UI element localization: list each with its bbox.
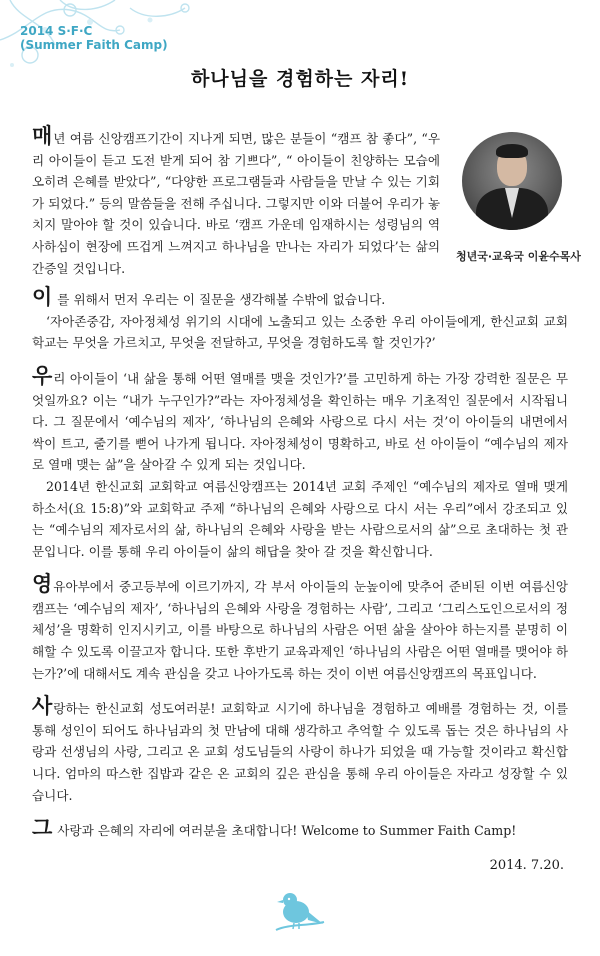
dropcap: 이 [32,284,53,310]
dropcap: 영 [32,571,53,597]
series-label-year: 2014 S·F·C [20,24,93,38]
paragraph-text: 년 여름 신앙캠프기간이 지나게 되면, 많은 분들이 “캠프 참 좋다”, “우리 아이들이 듣고 도전 받게 되어 참 기쁘다”, “ 아이들이 친양하는 모습에 오히려 은혜를 받았다”, “다양한 프로그램들과 사람들을 만날 수 있는 기회가 되었다.” 등의 말씀들을 전해 주십니다. 그렇지만 이와 더불어 우리가 놓치지 말아야 할 것이 있습니다. 바로 ‘캠프 가운데 임재하시는 성령님의 역사하심이 현장에 뜨겁게 느껴지고 하나님을 만나는 자리가 되었다’는 삶의 간증일 것입니다. [32,131,440,276]
dropcap: 사 [32,693,53,719]
paragraph-2 [32,284,568,354]
paragraph-text-continued: 2014년 한신교회 교회학교 여름신앙캠프는 2014년 교회 주제인 “예수님의 제자로 열매 맺게 하소서(요 15:8)”와 교회학교 주제 “하나님의 은혜와 사랑으로 다시 서는 우리”에서 강조되고 있는 “예수님의 제자로서의 삶, 하나님의 은혜와 사랑을 받는 사람으로서의 삶”으로 초대하는 첫 관문입니다. 이를 통해 우리 아이들이 삶의 해답을 찾아 갈 것을 확신합니다. [32,478,568,559]
paragraph-text: 를 위해서 먼저 우리는 이 질문을 생각해볼 수밖에 없습니다. [53,292,386,308]
paragraph-text: 유아부에서 중고등부에 이르기까지, 각 부서 아이들의 눈높이에 맞추어 준비된 이번 여름신앙캠프는 ‘예수님의 제자’, ‘하나님의 은혜와 사랑을 경험하는 사람’, 그리고 ‘그리스도인으로서의 정체성’을 명확히 인지시키고, 이를 바탕으로 하나님의 사람은 어떤 삶을 살아야 하는지를 분명히 이해할 수 있도록 이끌고자 합니다. 또한 후반기 교육과제인 ‘하나님의 사람은 어떤 열매를 맺어야 하는가?’에 대해서도 계속 관심을 갖고 나아가도록 하는 것이 이번 여름신앙캠프의 목표입니다. [32,579,568,681]
paragraph-text: 사랑과 은혜의 자리에 여러분을 초대합니다! Welcome to Summer Faith Camp! [53,823,517,839]
dropcap: 매 [32,123,53,148]
paragraph-4 [32,571,568,684]
series-label [20,24,168,52]
series-label-subtitle: (Summer Faith Camp) [20,38,168,52]
dropcap: 그 [32,815,53,841]
bird-icon [268,880,328,940]
author-photo [462,132,562,230]
date-line: 2014. 7.20. [489,857,564,873]
dropcap: 우 [32,362,53,388]
paragraph-text: 리 아이들이 ‘내 삶을 통해 어떤 열매를 맺을 것인가?’를 고민하게 하는 가장 강력한 질문은 무엇일까요? 이는 “내가 누구인가?”라는 자아정체성을 확인하는 매우 기초적인 질문에서 시작됩니다. 그 질문에서 ‘예수님의 제자’, ‘하나님의 은혜와 사랑으로 다시 서는 것’이 아이들의 내면에서 싹이 트고, 줄기를 뻗어 나가게 됩니다. 자아정체성이 명확하고, 바로 선 아이들이 “예수님의 제자로 열매 맺는 삶”을 살아갈 수 있게 되는 것입니다. [32,370,568,473]
page-title: 하나님을 경험하는 자리! [190,68,410,90]
paragraph-6 [32,815,568,842]
paragraph-quote: ‘자아존중감, 자아정체성 위기의 시대에 노출되고 있는 소중한 우리 아이들에게, 한신교회 교회학교는 무엇을 가르치고, 무엇을 전달하고, 무엇을 경험하도록 할 것인가?’ [32,313,568,351]
article-body [32,123,581,873]
paragraph-3 [32,362,568,562]
author-caption: 청년국·교육국 이윤수목사 [456,250,581,263]
paragraph-text: 랑하는 한신교회 성도여러분! 교회학교 시기에 하나님을 경험하고 예배를 경험하는 것, 이를 통해 성인이 되어도 하나님과의 첫 만남에 대해 생각하고 추억할 수 있도록 돕는 것은 하나님의 사랑과 선생님의 사랑, 그리고 온 교회 성도님들의 사랑이 하나가 되었을 때 가능할 것이라고 확신합니다. 엄마의 따스한 집밥과 같은 온 교회의 깊은 관심을 통해 우리 아이들은 자라고 성장할 수 있습니다. [32,701,568,803]
author-photo-block [456,132,581,268]
floral-corner-ornament [0,0,220,120]
paragraph-5 [32,693,568,806]
paragraph-1 [32,123,581,279]
